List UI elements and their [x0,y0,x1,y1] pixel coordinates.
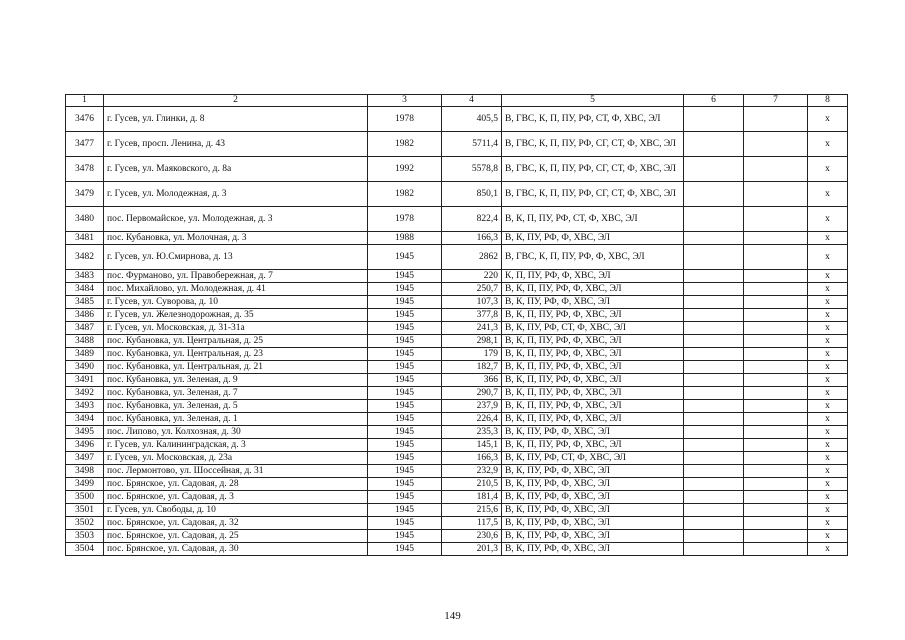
area-cell: 201,3 [442,543,502,556]
works-cell: В, К, ПУ, РФ, Ф, ХВС, ЭЛ [502,504,684,517]
table-row [66,504,848,517]
table-row [66,517,848,530]
address-cell: пос. Брянское, ул. Садовая, д. 28 [104,478,368,491]
table-row [66,335,848,348]
row-number-cell: 3501 [66,504,104,517]
header-col-1: 1 [66,95,104,107]
table-row [66,465,848,478]
col8-cell: x [808,232,848,245]
area-cell: 179 [442,348,502,361]
year-cell: 1945 [368,270,442,283]
address-cell: г. Гусев, ул. Московская, д. 31-31а [104,322,368,335]
col7-cell [744,452,808,465]
row-number-cell: 3503 [66,530,104,543]
table-body [66,95,848,556]
table-row [66,270,848,283]
area-cell: 107,3 [442,296,502,309]
area-cell: 290,7 [442,387,502,400]
works-cell: К, П, ПУ, РФ, Ф, ХВС, ЭЛ [502,270,684,283]
works-cell: В, К, П, ПУ, РФ, Ф, ХВС, ЭЛ [502,374,684,387]
address-cell: пос. Кубановка, ул. Зеленая, д. 1 [104,413,368,426]
year-cell: 1945 [368,387,442,400]
year-cell: 1945 [368,439,442,452]
table-row [66,530,848,543]
works-cell: В, К, ПУ, РФ, Ф, ХВС, ЭЛ [502,478,684,491]
row-number-cell: 3479 [66,182,104,207]
col8-cell: x [808,478,848,491]
table-row [66,387,848,400]
row-number-cell: 3488 [66,335,104,348]
area-cell: 850,1 [442,182,502,207]
col8-cell: x [808,374,848,387]
col7-cell [744,543,808,556]
col7-cell [744,309,808,322]
col6-cell [684,182,744,207]
address-cell: пос. Михайлово, ул. Молодежная, д. 41 [104,283,368,296]
year-cell: 1945 [368,413,442,426]
area-cell: 215,6 [442,504,502,517]
works-cell: В, К, ПУ, РФ, Ф, ХВС, ЭЛ [502,491,684,504]
header-col-8: 8 [808,95,848,107]
col8-cell: x [808,132,848,157]
col7-cell [744,245,808,270]
year-cell: 1992 [368,157,442,182]
col6-cell [684,426,744,439]
col6-cell [684,543,744,556]
col7-cell [744,296,808,309]
year-cell: 1982 [368,182,442,207]
table-row [66,245,848,270]
year-cell: 1945 [368,361,442,374]
col8-cell: x [808,335,848,348]
col8-cell: x [808,400,848,413]
col7-cell [744,132,808,157]
col7-cell [744,182,808,207]
table-row [66,543,848,556]
address-cell: г. Гусев, ул. Глинки, д. 8 [104,107,368,132]
year-cell: 1945 [368,478,442,491]
col6-cell [684,309,744,322]
col8-cell: x [808,270,848,283]
col8-cell: x [808,322,848,335]
col8-cell: x [808,439,848,452]
col8-cell: x [808,361,848,374]
table-row [66,439,848,452]
address-cell: пос. Брянское, ул. Садовая, д. 25 [104,530,368,543]
header-col-2: 2 [104,95,368,107]
address-cell: пос. Кубановка, ул. Зеленая, д. 5 [104,400,368,413]
col6-cell [684,517,744,530]
col6-cell [684,478,744,491]
col8-cell: x [808,452,848,465]
area-cell: 210,5 [442,478,502,491]
row-number-cell: 3482 [66,245,104,270]
address-cell: пос. Фурманово, ул. Правобережная, д. 7 [104,270,368,283]
col7-cell [744,439,808,452]
year-cell: 1945 [368,465,442,478]
area-cell: 166,3 [442,452,502,465]
year-cell: 1945 [368,348,442,361]
col7-cell [744,504,808,517]
page-number: 149 [444,610,461,622]
works-cell: В, К, П, ПУ, РФ, СТ, Ф, ХВС, ЭЛ [502,207,684,232]
address-cell: пос. Брянское, ул. Садовая, д. 3 [104,491,368,504]
col6-cell [684,530,744,543]
year-cell: 1978 [368,107,442,132]
address-cell: пос. Лермонтово, ул. Шоссейная, д. 31 [104,465,368,478]
area-cell: 230,6 [442,530,502,543]
area-cell: 232,9 [442,465,502,478]
col8-cell: x [808,283,848,296]
row-number-cell: 3496 [66,439,104,452]
year-cell: 1945 [368,426,442,439]
row-number-cell: 3497 [66,452,104,465]
year-cell: 1945 [368,400,442,413]
table-row [66,309,848,322]
area-cell: 166,3 [442,232,502,245]
address-cell: пос. Кубановка, ул. Молочная, д. 3 [104,232,368,245]
table-row [66,374,848,387]
year-cell: 1945 [368,374,442,387]
table-row [66,283,848,296]
col6-cell [684,439,744,452]
row-number-cell: 3499 [66,478,104,491]
col8-cell: x [808,517,848,530]
works-cell: В, К, П, ПУ, РФ, Ф, ХВС, ЭЛ [502,400,684,413]
works-cell: В, К, ПУ, РФ, Ф, ХВС, ЭЛ [502,517,684,530]
address-cell: г. Гусев, ул. Свободы, д. 10 [104,504,368,517]
address-cell: пос. Брянское, ул. Садовая, д. 30 [104,543,368,556]
year-cell: 1945 [368,504,442,517]
column-number-header-row [66,95,848,107]
works-cell: В, К, ПУ, РФ, Ф, ХВС, ЭЛ [502,296,684,309]
col7-cell [744,374,808,387]
area-cell: 220 [442,270,502,283]
col8-cell: x [808,207,848,232]
area-cell: 377,8 [442,309,502,322]
row-number-cell: 3494 [66,413,104,426]
col7-cell [744,387,808,400]
col8-cell: x [808,296,848,309]
area-cell: 235,3 [442,426,502,439]
address-cell: пос. Брянское, ул. Садовая, д. 32 [104,517,368,530]
works-cell: В, К, П, ПУ, РФ, Ф, ХВС, ЭЛ [502,335,684,348]
col7-cell [744,426,808,439]
housing-register-table [65,94,848,556]
col8-cell: x [808,530,848,543]
col6-cell [684,491,744,504]
year-cell: 1945 [368,452,442,465]
year-cell: 1945 [368,322,442,335]
col6-cell [684,413,744,426]
table-row [66,207,848,232]
address-cell: г. Гусев, ул. Маяковского, д. 8а [104,157,368,182]
year-cell: 1945 [368,245,442,270]
address-cell: г. Гусев, ул. Молодежная, д. 3 [104,182,368,207]
year-cell: 1982 [368,132,442,157]
area-cell: 405,5 [442,107,502,132]
year-cell: 1945 [368,543,442,556]
col7-cell [744,530,808,543]
table-row [66,491,848,504]
col8-cell: x [808,107,848,132]
col6-cell [684,245,744,270]
works-cell: В, ГВС, К, П, ПУ, РФ, СГ, СТ, Ф, ХВС, ЭЛ [502,157,684,182]
col6-cell [684,400,744,413]
col6-cell [684,348,744,361]
address-cell: г. Гусев, ул. Калининградская, д. 3 [104,439,368,452]
address-cell: пос. Липово, ул. Колхозная, д. 30 [104,426,368,439]
year-cell: 1945 [368,530,442,543]
year-cell: 1945 [368,517,442,530]
row-number-cell: 3498 [66,465,104,478]
col7-cell [744,517,808,530]
year-cell: 1988 [368,232,442,245]
works-cell: В, ГВС, К, П, ПУ, РФ, СГ, СТ, Ф, ХВС, ЭЛ [502,132,684,157]
table-row [66,478,848,491]
year-cell: 1945 [368,309,442,322]
table-row [66,107,848,132]
row-number-cell: 3486 [66,309,104,322]
col6-cell [684,465,744,478]
address-cell: пос. Кубановка, ул. Зеленая, д. 9 [104,374,368,387]
col7-cell [744,322,808,335]
col8-cell: x [808,309,848,322]
col8-cell: x [808,426,848,439]
area-cell: 366 [442,374,502,387]
row-number-cell: 3483 [66,270,104,283]
col7-cell [744,270,808,283]
address-cell: пос. Кубановка, ул. Центральная, д. 23 [104,348,368,361]
row-number-cell: 3495 [66,426,104,439]
works-cell: В, К, П, ПУ, РФ, Ф, ХВС, ЭЛ [502,361,684,374]
address-cell: г. Гусев, ул. Суворова, д. 10 [104,296,368,309]
area-cell: 250,7 [442,283,502,296]
table-row [66,132,848,157]
year-cell: 1945 [368,296,442,309]
table-row [66,157,848,182]
col8-cell: x [808,543,848,556]
row-number-cell: 3487 [66,322,104,335]
col6-cell [684,157,744,182]
address-cell: г. Гусев, ул. Железнодорожная, д. 35 [104,309,368,322]
works-cell: В, К, П, ПУ, РФ, Ф, ХВС, ЭЛ [502,413,684,426]
address-cell: г. Гусев, ул. Московская, д. 23а [104,452,368,465]
table-row [66,361,848,374]
works-cell: В, К, ПУ, РФ, СТ, Ф, ХВС, ЭЛ [502,452,684,465]
row-number-cell: 3477 [66,132,104,157]
table-row [66,400,848,413]
col7-cell [744,232,808,245]
col7-cell [744,283,808,296]
row-number-cell: 3484 [66,283,104,296]
col7-cell [744,207,808,232]
col8-cell: x [808,157,848,182]
area-cell: 241,3 [442,322,502,335]
header-col-3: 3 [368,95,442,107]
address-cell: пос. Кубановка, ул. Центральная, д. 25 [104,335,368,348]
col8-cell: x [808,465,848,478]
header-col-6: 6 [684,95,744,107]
row-number-cell: 3491 [66,374,104,387]
col8-cell: x [808,413,848,426]
works-cell: В, К, ПУ, РФ, СТ, Ф, ХВС, ЭЛ [502,322,684,335]
address-cell: г. Гусев, просп. Ленина, д. 43 [104,132,368,157]
col6-cell [684,207,744,232]
col6-cell [684,387,744,400]
col6-cell [684,132,744,157]
works-cell: В, К, П, ПУ, РФ, Ф, ХВС, ЭЛ [502,387,684,400]
works-cell: В, К, П, ПУ, РФ, Ф, ХВС, ЭЛ [502,439,684,452]
row-number-cell: 3489 [66,348,104,361]
col8-cell: x [808,245,848,270]
area-cell: 181,4 [442,491,502,504]
year-cell: 1945 [368,335,442,348]
table-row [66,426,848,439]
works-cell: В, ГВС, К, П, ПУ, РФ, СГ, СТ, Ф, ХВС, ЭЛ [502,182,684,207]
col6-cell [684,335,744,348]
works-cell: В, К, П, ПУ, РФ, Ф, ХВС, ЭЛ [502,309,684,322]
col7-cell [744,107,808,132]
area-cell: 226,4 [442,413,502,426]
col6-cell [684,504,744,517]
col8-cell: x [808,182,848,207]
col7-cell [744,491,808,504]
area-cell: 2862 [442,245,502,270]
col8-cell: x [808,491,848,504]
works-cell: В, К, П, ПУ, РФ, Ф, ХВС, ЭЛ [502,283,684,296]
address-cell: пос. Кубановка, ул. Зеленая, д. 7 [104,387,368,400]
col8-cell: x [808,504,848,517]
col6-cell [684,374,744,387]
table-row [66,413,848,426]
col7-cell [744,413,808,426]
header-col-5: 5 [502,95,684,107]
table-row [66,322,848,335]
col7-cell [744,335,808,348]
works-cell: В, К, ПУ, РФ, Ф, ХВС, ЭЛ [502,465,684,478]
col8-cell: x [808,348,848,361]
row-number-cell: 3481 [66,232,104,245]
table-row [66,182,848,207]
col7-cell [744,348,808,361]
works-cell: В, К, ПУ, РФ, Ф, ХВС, ЭЛ [502,426,684,439]
col6-cell [684,270,744,283]
row-number-cell: 3493 [66,400,104,413]
row-number-cell: 3502 [66,517,104,530]
col8-cell: x [808,387,848,400]
area-cell: 237,9 [442,400,502,413]
row-number-cell: 3476 [66,107,104,132]
col6-cell [684,322,744,335]
col7-cell [744,361,808,374]
year-cell: 1945 [368,491,442,504]
area-cell: 182,7 [442,361,502,374]
row-number-cell: 3490 [66,361,104,374]
works-cell: В, К, ПУ, РФ, Ф, ХВС, ЭЛ [502,543,684,556]
col7-cell [744,157,808,182]
year-cell: 1945 [368,283,442,296]
table-row [66,232,848,245]
row-number-cell: 3500 [66,491,104,504]
works-cell: В, К, ПУ, РФ, Ф, ХВС, ЭЛ [502,232,684,245]
row-number-cell: 3478 [66,157,104,182]
area-cell: 117,5 [442,517,502,530]
col6-cell [684,107,744,132]
header-col-7: 7 [744,95,808,107]
col6-cell [684,361,744,374]
col7-cell [744,400,808,413]
area-cell: 145,1 [442,439,502,452]
col7-cell [744,465,808,478]
area-cell: 298,1 [442,335,502,348]
col6-cell [684,296,744,309]
area-cell: 5578,8 [442,157,502,182]
year-cell: 1978 [368,207,442,232]
table-row [66,348,848,361]
col6-cell [684,452,744,465]
area-cell: 5711,4 [442,132,502,157]
row-number-cell: 3492 [66,387,104,400]
col7-cell [744,478,808,491]
header-col-4: 4 [442,95,502,107]
address-cell: пос. Кубановка, ул. Центральная, д. 21 [104,361,368,374]
works-cell: В, К, П, ПУ, РФ, Ф, ХВС, ЭЛ [502,348,684,361]
works-cell: В, К, ПУ, РФ, Ф, ХВС, ЭЛ [502,530,684,543]
row-number-cell: 3504 [66,543,104,556]
col6-cell [684,232,744,245]
row-number-cell: 3480 [66,207,104,232]
address-cell: пос. Первомайское, ул. Молодежная, д. 3 [104,207,368,232]
col6-cell [684,283,744,296]
table-row [66,452,848,465]
area-cell: 822,4 [442,207,502,232]
row-number-cell: 3485 [66,296,104,309]
works-cell: В, ГВС, К, П, ПУ, РФ, Ф, ХВС, ЭЛ [502,245,684,270]
address-cell: г. Гусев, ул. Ю.Смирнова, д. 13 [104,245,368,270]
works-cell: В, ГВС, К, П, ПУ, РФ, СТ, Ф, ХВС, ЭЛ [502,107,684,132]
table-row [66,296,848,309]
